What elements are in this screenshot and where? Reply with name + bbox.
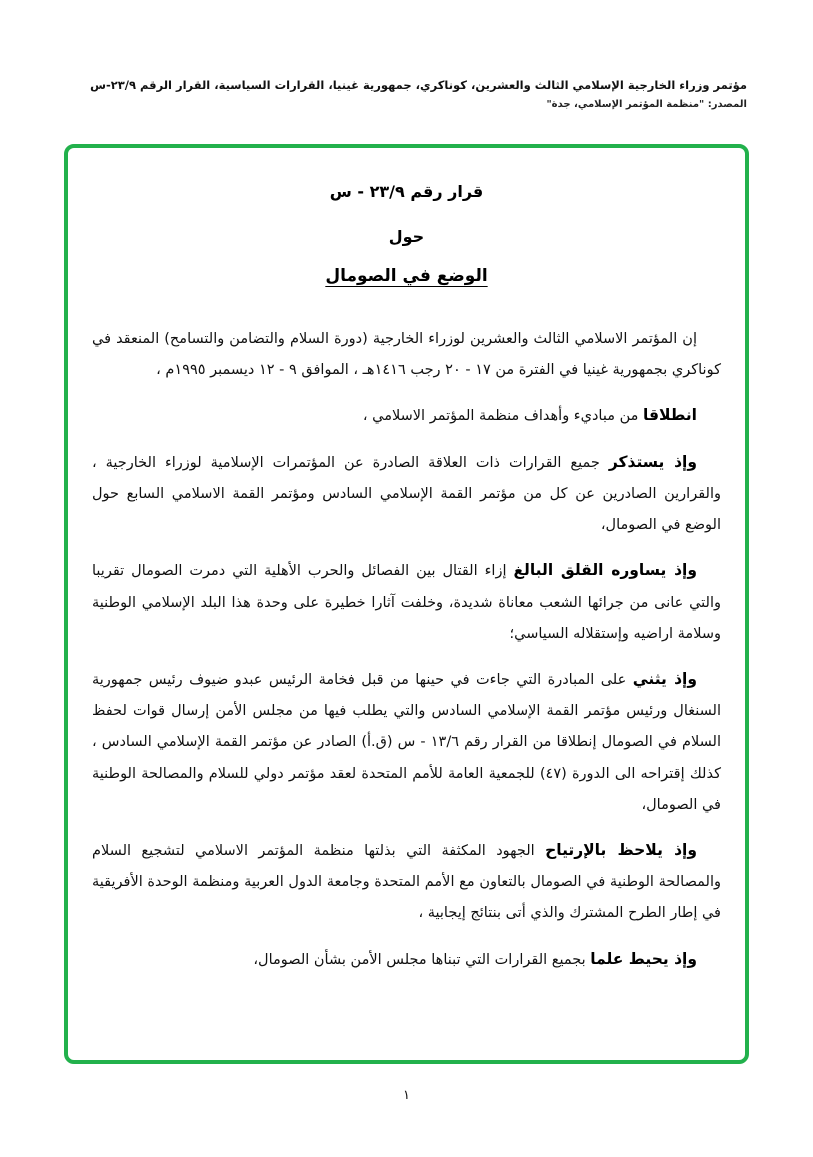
document-frame (64, 144, 749, 1064)
resolution-body (92, 324, 721, 976)
paragraph-text: إزاء القتال بين الفصائل والحرب الأهلية التي دمرت الصومال تقريبا والتي عانى من جرائها الشعب معاناة شديدة، وخلفت آثارا خطيرة على وحدة هذا البلد الإسلامي الوطنية وسلامة اراضيه وإستقلاله السياسي؛ (92, 563, 721, 642)
paragraph-lead: وإذ يثني (632, 669, 697, 688)
resolution-paragraph (92, 554, 721, 650)
paragraph-lead: وإذ يلاحظ بالإرتياح (545, 840, 697, 859)
resolution-paragraph (92, 834, 721, 930)
paragraph-text: على المبادرة التي جاءت في حينها من قبل فخامة الرئيس عبدو ضيوف رئيس جمهورية السنغال ورئيس مؤتمر القمة الإسلامي السادس والتي يطلب فيها من مجلس الأمن إرسال قوات لحفظ السلام في الصومال إنطلاقا من القرار رقم ١٣/٦ - س (ق.أ) الصادر عن مؤتمر القمة الإسلامي السادس ، كذلك إقتراحه الى الدورة (٤٧) للجمعية العامة للأمم المتحدة لعقد مؤتمر دولي للسلام والمصالحة الوطنية في الصومال، (92, 671, 721, 813)
source-header-line1: مؤتمر وزراء الخارجية الإسلامي الثالث والعشرين، كوناكري، جمهورية غينيا، القرارات السياسية، القرار الرقم ٢٣/٩-س (90, 78, 747, 92)
paragraph-text: جميع القرارات ذات العلاقة الصادرة عن المؤتمرات الإسلامية لوزراء الخارجية ، والقرارين الصادرين عن كل من مؤتمر القمة الإسلامي السادس ومؤتمر القمة الاسلامي السابع حول الوضع في الصومال، (92, 454, 721, 534)
paragraph-lead: وإذ يستذكر (608, 452, 698, 471)
resolution-about-label: حول (388, 227, 425, 246)
paragraph-text: الجهود المكثفة التي بذلتها منظمة المؤتمر الاسلامي لتشجيع السلام والمصالحة الوطنية في الصومال بالتعاون مع الأمم المتحدة وجامعة الدول العربية ومنظمة الوحدة الأفريقية في إطار الطرح المشترك والذي أتى بنتائج إيجابية ، (92, 842, 721, 922)
paragraph-text: من مباديء وأهداف منظمة المؤتمر الاسلامي ، (362, 408, 639, 425)
paragraph-lead: انطلاقا (643, 406, 697, 425)
source-header-line2: المصدر: "منظمة المؤتمر الإسلامي، جدة" (546, 99, 747, 111)
paragraph-lead: وإذ يحيط علما (590, 949, 697, 968)
title-block (92, 182, 721, 286)
page-number: ١ (403, 1088, 410, 1103)
paragraph-text: إن المؤتمر الاسلامي الثالث والعشرين لوزراء الخارجية (دورة السلام والتضامن والتسامح) المنعقد في كوناكري بجمهورية غينيا في الفترة من ١٧ - ٢٠ رجب ١٤١٦هـ ، الموافق ٩ - ١٢ ديسمبر ١٩٩٥م ، (92, 331, 721, 379)
resolution-paragraph (92, 399, 721, 432)
resolution-paragraph (92, 446, 721, 542)
paragraph-lead: وإذ يساوره القلق البالغ (513, 561, 697, 580)
resolution-subject: الوضع في الصومال (325, 266, 488, 286)
paragraph-text: بجميع القرارات التي تبناها مجلس الأمن بشأن الصومال، (253, 951, 586, 968)
resolution-paragraph (92, 943, 721, 976)
resolution-number: قرار رقم ٢٣/٩ - س (329, 182, 484, 201)
source-header (60, 76, 747, 110)
resolution-paragraph (92, 324, 721, 386)
resolution-paragraph (92, 663, 721, 821)
